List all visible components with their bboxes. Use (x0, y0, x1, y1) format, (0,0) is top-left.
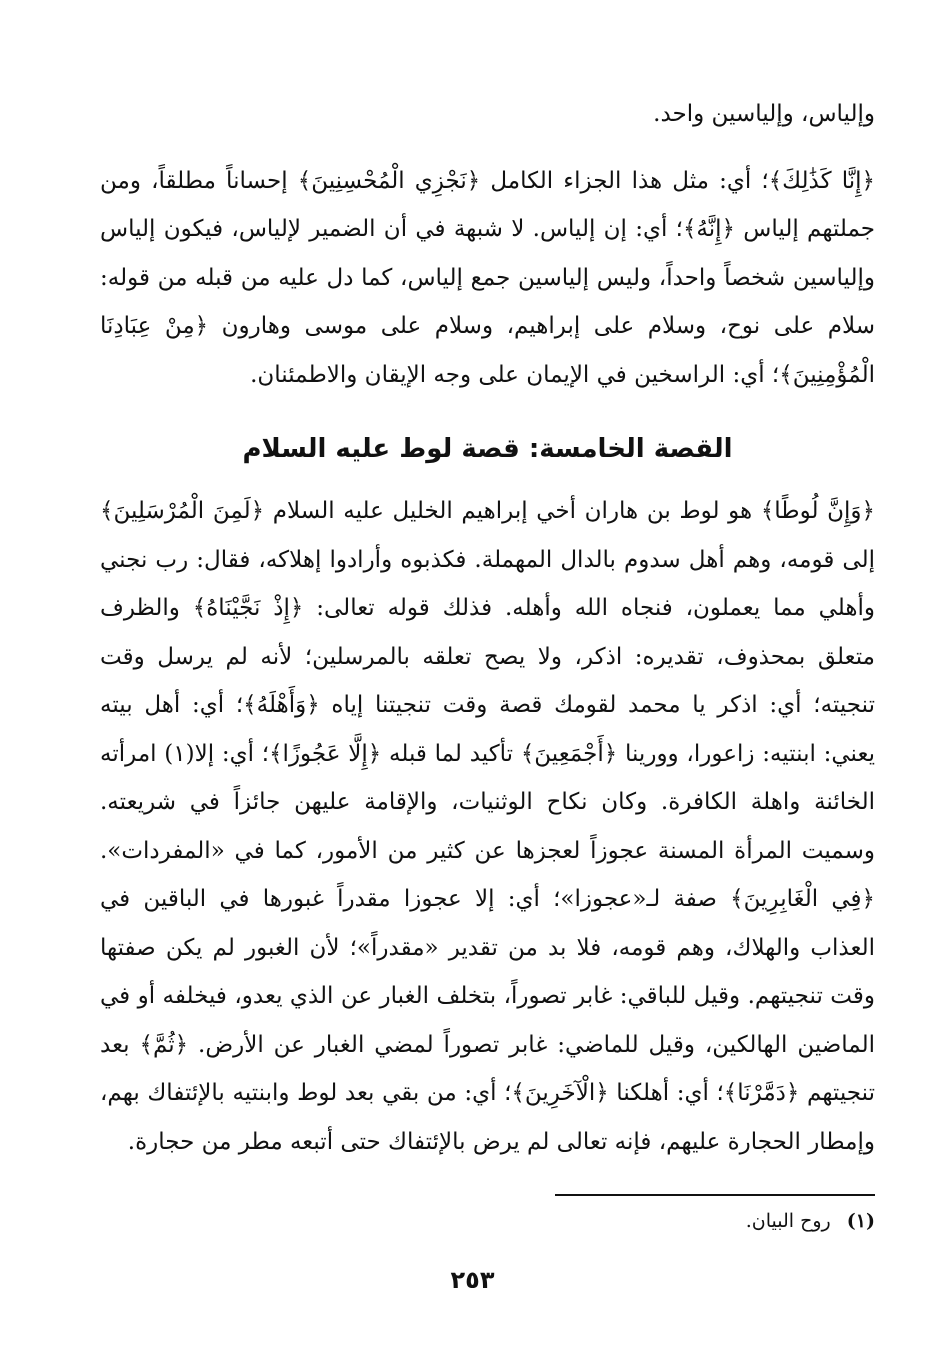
section-heading: القصة الخامسة: قصة لوط عليه السلام (242, 434, 733, 464)
page-number: ٢٥٣ (450, 1266, 495, 1294)
footnote (746, 1206, 875, 1236)
footnote-text: روح البيان. (745, 1210, 831, 1232)
footnote-number: (١) (846, 1210, 875, 1232)
paragraph-3: ﴿وَإِنَّ لُوطًا﴾ هو لوط بن هاران أخي إبراهيم الخليل عليه السلام ﴿لَمِنَ الْمُرْسَلِينَ﴾ إلى قومه، وهم أهل سدوم بالدال المهملة. فكذبوه وأرادوا إهلاكه، فقال: رب نجني وأهلي مما يعملون، فنجاه الله وأهله. فذلك قوله تعالى: ﴿إِذْ نَجَّيْنَاهُ﴾ والظرف متعلق بمحذوف، تقديره: اذكر، ولا يصح تعلقه بالمرسلين؛ لأنه لم يرسل وقت تنجيته؛ أي: اذكر يا محمد لقومك قصة وقت تنجيتنا إياه ﴿وَأَهْلَهُ﴾؛ أي: أهل بيته يعني: ابنتيه: زاعورا، وورينا ﴿أَجْمَعِينَ﴾ تأكيد لما قبله ﴿إِلَّا عَجُوزًا﴾؛ أي: إلا(١) امرأته الخائنة واهلة الكافرة. وكان نكاح الوثنيات، والإقامة عليهن جائزاً في شريعته. وسميت المرأة المسنة عجوزاً لعجزها عن كثير من الأمور، كما في «المفردات». ﴿فِي الْغَابِرِينَ﴾ صفة لـ«عجوزا»؛ أي: إلا عجوزا مقدراً غبورها في الباقين في العذاب والهلاك، وهم قومه، فلا بد من تقدير «مقدراً»؛ لأن الغبور لم يكن صفتها وقت تنجيتهم. وقيل للباقي: غابر تصوراً، بتخلف الغبار عن الذي يعدو، فيخلفه أو في الماضين الهالكين، وقيل للماضي: غابر تصوراً لمضي الغبار عن الأرض. ﴿ثُمَّ﴾ بعد تنجيتهم ﴿دَمَّرْنَا﴾؛ أي: أهلكنا ﴿الْآخَرِينَ﴾؛ أي: من بقي بعد لوط وابنتيه بالإئتفاك بهم، وإمطار الحجارة عليهم، فإنه تعالى لم يرض بالإئتفاك حتى أتبعه مطر من حجارة. (100, 498, 875, 1155)
paragraph-2: ﴿إِنَّا كَذَٰلِكَ﴾؛ أي: مثل هذا الجزاء الكامل ﴿نَجْزِي الْمُحْسِنِينَ﴾ إحساناً مطلقاً، ومن جملتهم إلياس ﴿إِنَّهُ﴾؛ أي: إن إلياس. لا شبهة في أن الضمير لإلياس، فيكون إلياس وإلياسين شخصاً واحداً، وليس إلياسين جمع إلياس، كما دل عليه من قبله من قوله: سلام على نوح، وسلام على إبراهيم، وسلام على موسى وهارون ﴿مِنْ عِبَادِنَا الْمُؤْمِنِينَ﴾؛ أي: الراسخين في الإيمان على وجه الإيقان والاطمئنان. (100, 167, 875, 388)
footnote-divider (555, 1194, 875, 1196)
page-body (100, 90, 875, 1166)
paragraph-1: وإلياس، وإلياسين واحد. (653, 101, 875, 127)
